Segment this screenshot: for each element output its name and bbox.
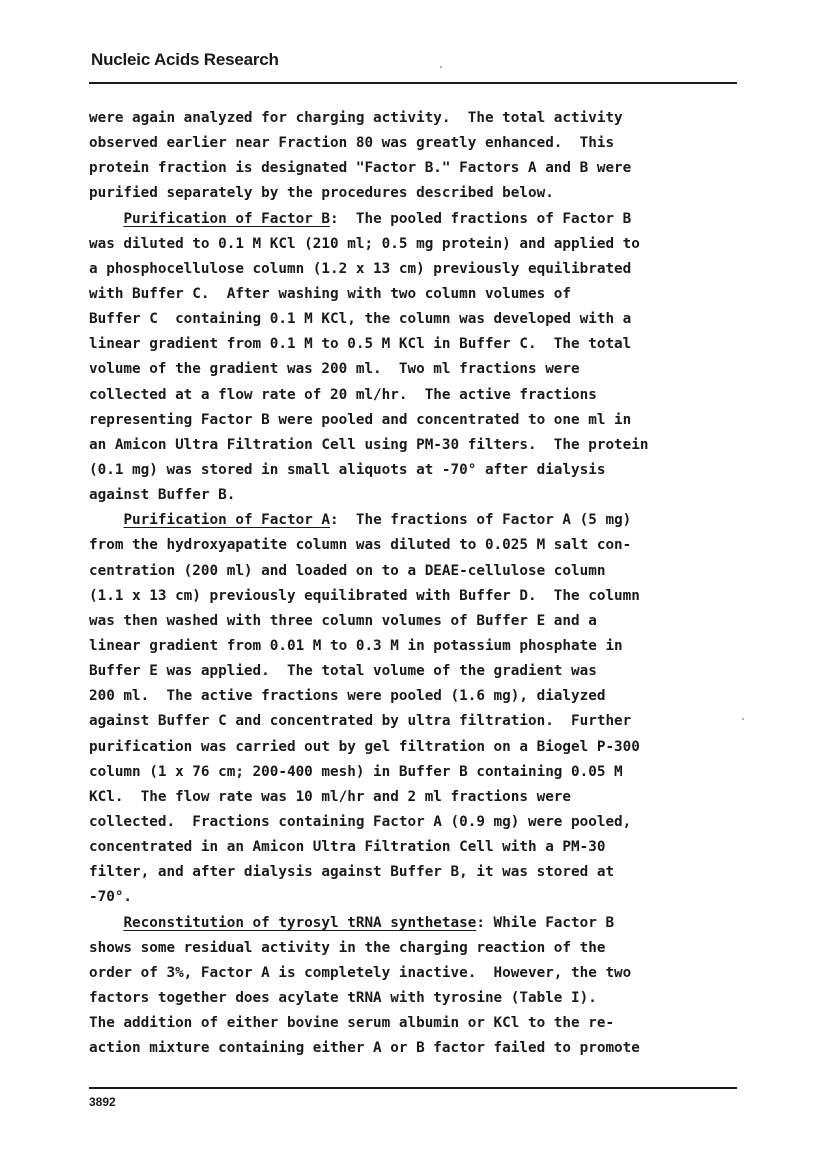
text-line: [89, 332, 749, 357]
text-line: [89, 282, 749, 307]
text-segment: volume of the gradient was 200 ml. Two ml fractions were: [89, 361, 580, 378]
section-heading: Purification of Factor B: [123, 210, 331, 227]
text-line: [89, 684, 749, 709]
text-line: [89, 735, 749, 760]
text-segment: were again analyzed for charging activity. The total activity: [89, 110, 623, 126]
text-segment: (1.1 x 13 cm) previously equilibrated with Buffer D. The column: [89, 587, 640, 604]
text-line: [89, 106, 749, 131]
text-segment: order of 3%, Factor A is completely inactive. However, the two: [89, 964, 632, 981]
text-line: [89, 584, 749, 609]
text-line: [89, 156, 749, 181]
text-segment: an Amicon Ultra Filtration Cell using PM-30 filters. The protein: [89, 436, 649, 453]
text-segment: KCl. The flow rate was 10 ml/hr and 2 ml fractions were: [89, 788, 572, 805]
text-line: [89, 207, 749, 232]
text-segment: purification was carried out by gel filtration on a Biogel P-300: [89, 738, 640, 755]
text-segment: [89, 512, 123, 528]
text-line: [89, 458, 749, 483]
text-segment: [89, 915, 123, 931]
text-segment: 200 ml. The active fractions were pooled (1.6 mg), dialyzed: [89, 688, 606, 705]
text-line: [89, 357, 749, 382]
body-text: [89, 106, 749, 1061]
text-line: [89, 609, 749, 634]
text-line: [89, 709, 749, 734]
text-line: [89, 760, 749, 785]
text-line: [89, 860, 749, 885]
text-line: [89, 383, 749, 408]
text-line: [89, 483, 749, 508]
text-line: [89, 634, 749, 659]
page-number: 3892: [89, 1095, 116, 1109]
section-heading: Purification of Factor A: [123, 512, 331, 529]
text-line: [89, 885, 749, 910]
text-line: [89, 533, 749, 558]
text-segment: Buffer E was applied. The total volume of the gradient was: [89, 663, 597, 680]
text-line: [89, 810, 749, 835]
scan-speck: [742, 718, 744, 720]
text-segment: (0.1 mg) was stored in small aliquots at -70° after dialysis: [89, 461, 606, 478]
text-segment: from the hydroxyapatite column was diluted to 0.025 M salt con-: [89, 537, 632, 554]
footer-rule: [89, 1087, 737, 1089]
text-line: [89, 408, 749, 433]
text-segment: : The pooled fractions of Factor B: [330, 210, 632, 227]
section-heading: Reconstitution of tyrosyl tRNA synthetase: [123, 914, 477, 931]
header-rule: [89, 82, 737, 84]
text-segment: column (1 x 76 cm; 200-400 mesh) in Buffer B containing 0.05 M: [89, 763, 623, 780]
text-segment: against Buffer B.: [89, 487, 236, 504]
text-segment: with Buffer C. After washing with two column volumes of: [89, 285, 572, 302]
text-segment: was diluted to 0.1 M KCl (210 ml; 0.5 mg protein) and applied to: [89, 235, 640, 252]
text-segment: The addition of either bovine serum albumin or KCl to the re-: [89, 1015, 615, 1032]
text-line: [89, 232, 749, 257]
text-line: [89, 659, 749, 684]
text-line: [89, 936, 749, 961]
text-segment: centration (200 ml) and loaded on to a DEAE-cellulose column: [89, 562, 606, 579]
text-line: [89, 911, 749, 936]
text-line: [89, 257, 749, 282]
text-line: [89, 1011, 749, 1036]
text-segment: shows some residual activity in the charging reaction of the: [89, 939, 606, 956]
text-segment: purified separately by the procedures described below.: [89, 185, 554, 202]
text-line: [89, 181, 749, 206]
text-segment: representing Factor B were pooled and concentrated to one ml in: [89, 411, 632, 428]
text-segment: concentrated in an Amicon Ultra Filtration Cell with a PM-30: [89, 839, 606, 856]
journal-title: Nucleic Acids Research: [91, 50, 279, 69]
text-segment: filter, and after dialysis against Buffer B, it was stored at: [89, 864, 615, 881]
text-segment: against Buffer C and concentrated by ultra filtration. Further: [89, 713, 632, 730]
text-line: [89, 433, 749, 458]
text-segment: was then washed with three column volumes of Buffer E and a: [89, 612, 597, 629]
text-segment: observed earlier near Fraction 80 was greatly enhanced. This: [89, 135, 615, 152]
text-segment: : The fractions of Factor A (5 mg): [330, 512, 632, 529]
text-segment: Buffer C containing 0.1 M KCl, the column was developed with a: [89, 311, 632, 328]
text-segment: factors together does acylate tRNA with tyrosine (Table I).: [89, 989, 597, 1006]
text-segment: a phosphocellulose column (1.2 x 13 cm) previously equilibrated: [89, 260, 632, 277]
text-line: [89, 785, 749, 810]
text-segment: linear gradient from 0.01 M to 0.3 M in potassium phosphate in: [89, 637, 623, 654]
text-line: [89, 1036, 749, 1061]
text-line: [89, 559, 749, 584]
text-segment: collected. Fractions containing Factor A (0.9 mg) were pooled,: [89, 813, 632, 830]
text-line: [89, 131, 749, 156]
text-line: [89, 307, 749, 332]
text-line: [89, 986, 749, 1011]
text-line: [89, 508, 749, 533]
text-segment: linear gradient from 0.1 M to 0.5 M KCl in Buffer C. The total: [89, 336, 632, 353]
text-segment: [89, 211, 123, 227]
scan-speck: [440, 66, 442, 68]
text-segment: action mixture containing either A or B factor failed to promote: [89, 1040, 640, 1057]
text-line: [89, 961, 749, 986]
text-segment: : While Factor B: [476, 914, 615, 931]
text-segment: collected at a flow rate of 20 ml/hr. The active fractions: [89, 386, 597, 403]
text-segment: protein fraction is designated "Factor B." Factors A and B were: [89, 160, 632, 177]
text-segment: -70°.: [89, 889, 133, 906]
text-line: [89, 835, 749, 860]
